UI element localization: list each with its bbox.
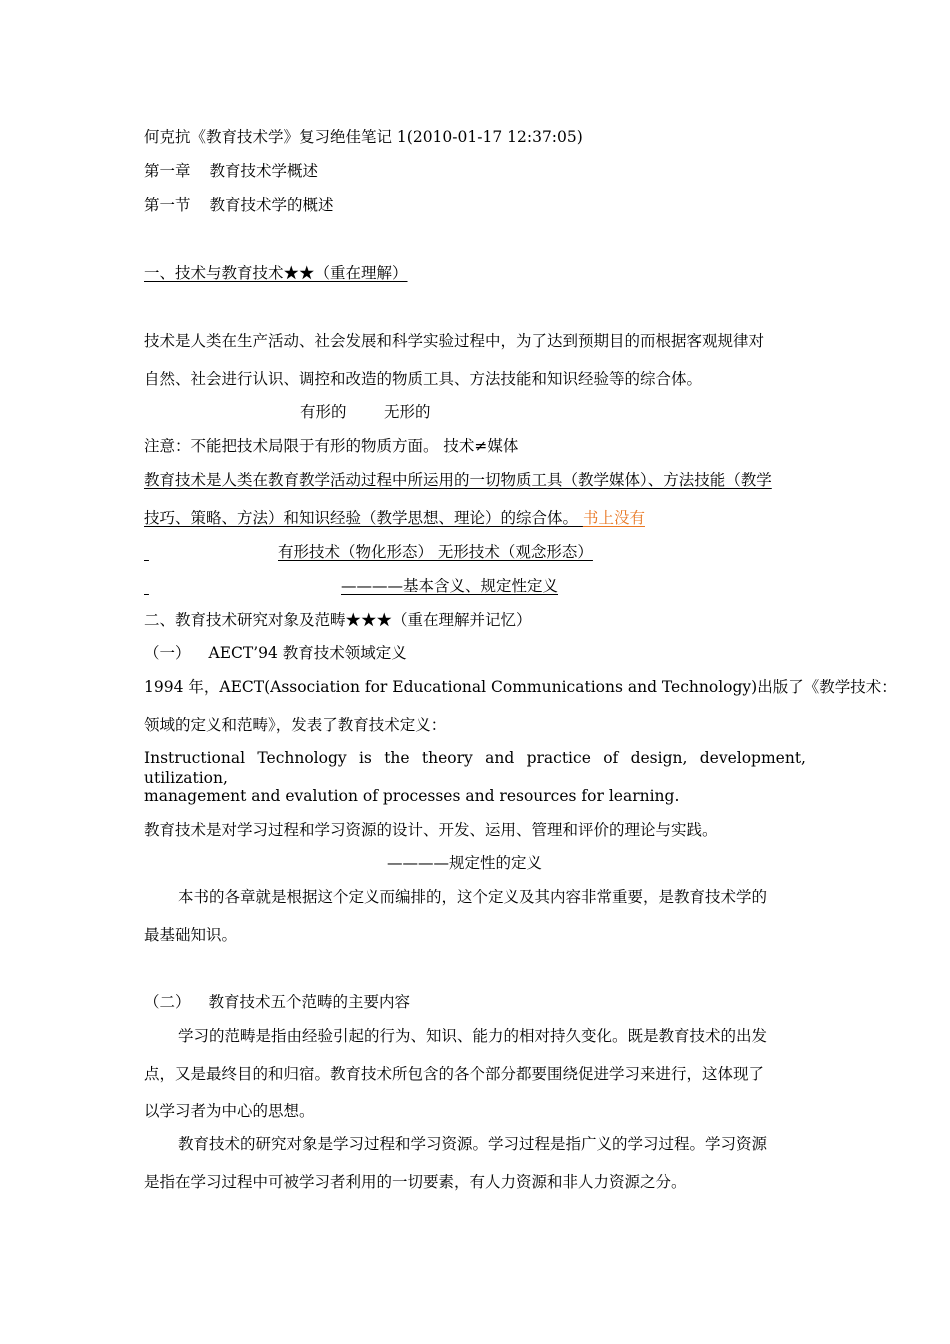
paragraph-learning-line-2: 点，又是最终目的和归宿。教育技术所包含的各个部分都要围绕促进学习来进行，这体现了 [144, 1065, 765, 1083]
prescriptive-definition: ————规定性的定义 [387, 854, 543, 872]
subheading-five-domains-text: 教育技术五个范畴的主要内容 [208, 993, 411, 1011]
note-line: 注意：不能把技术局限于有形的物质方面。 技术≠媒体 [144, 437, 519, 455]
section-heading [144, 195, 334, 215]
paragraph-technology-line-1: 技术是人类在生产活动、社会发展和科学实验过程中，为了达到预期目的而根据客观规律对 [144, 332, 765, 350]
intangible-label: 无形的 [384, 403, 431, 421]
section-label: 第一节 [144, 196, 191, 214]
chapter-name: 教育技术学概述 [209, 162, 319, 180]
subheading-aect94-label: （一） [144, 644, 191, 662]
section-name: 教育技术学的概述 [209, 196, 334, 214]
paragraph-object-line-2: 是指在学习过程中可被学习者利用的一切要素，有人力资源和非人力资源之分。 [144, 1173, 687, 1191]
paragraph-object-line-1: 教育技术的研究对象是学习过程和学习资源。学习过程是指广义的学习过程。学习资源 [178, 1135, 768, 1153]
paragraph-aect-line-1: 1994 年，AECT(Association for Educational Communications and Technology)出版了《教学技术： [144, 678, 897, 696]
paragraph-book-line-1: 本书的各章就是根据这个定义而编排的，这个定义及其内容非常重要，是教育技术学的 [178, 888, 768, 906]
chapter-heading [144, 161, 318, 181]
paragraph-technology-line-2: 自然、社会进行认识、调控和改造的物质工具、方法技能和知识经验等的综合体。 [144, 370, 703, 388]
book-note: 书上没有 [582, 509, 645, 527]
english-definition-line-2: management and evalution of processes and resources for learning. [144, 787, 680, 805]
doc-title: 何克抗《教育技术学》复习绝佳笔记 1(2010-01-17 12:37:05) [144, 128, 583, 146]
paragraph-edtech-text: 技巧、策略、方法）和知识经验（教学思想、理论）的综合体。 [144, 509, 579, 527]
technology-forms-line [144, 542, 593, 562]
basic-definition-underline-lead [144, 576, 341, 596]
heading-research-object: 二、教育技术研究对象及范畴★★★（重在理解并记忆） [144, 611, 532, 629]
tangible-label: 有形的 [300, 403, 347, 421]
paragraph-learning-line-1: 学习的范畴是指由经验引起的行为、知识、能力的相对持久变化。既是教育技术的出发 [178, 1027, 768, 1045]
paragraph-edtech-line-2 [144, 508, 645, 528]
basic-definition-line [144, 576, 558, 596]
basic-definition: ————基本含义、规定性定义 [341, 577, 559, 595]
subheading-aect94-text: AECT’94 教育技术领域定义 [208, 644, 407, 662]
paragraph-edtech-line-1: 教育技术是人类在教育教学活动过程中所运用的一切物质工具（教学媒体）、方法技能（教学 [144, 471, 772, 489]
paragraph-aect-line-2: 领域的定义和范畴》，发表了教育技术定义： [144, 716, 447, 734]
subheading-aect94 [144, 643, 407, 663]
paragraph-book-line-2: 最基础知识。 [144, 926, 238, 944]
english-definition-line-1: Instructional Technology is the theory and practice of design, development, utilization, [144, 749, 806, 787]
subheading-five-domains-label: （二） [144, 993, 191, 1011]
technology-forms: 有形技术（物化形态） 无形技术（观念形态） [278, 543, 593, 561]
chapter-label: 第一章 [144, 162, 191, 180]
subheading-five-domains [144, 992, 410, 1012]
forms-underline-lead [144, 542, 278, 562]
paragraph-learning-line-3: 以学习者为中心的思想。 [144, 1102, 315, 1120]
chinese-definition: 教育技术是对学习过程和学习资源的设计、开发、运用、管理和评价的理论与实践。 [144, 821, 718, 839]
heading-technology: 一、技术与教育技术★★（重在理解） [144, 264, 408, 282]
